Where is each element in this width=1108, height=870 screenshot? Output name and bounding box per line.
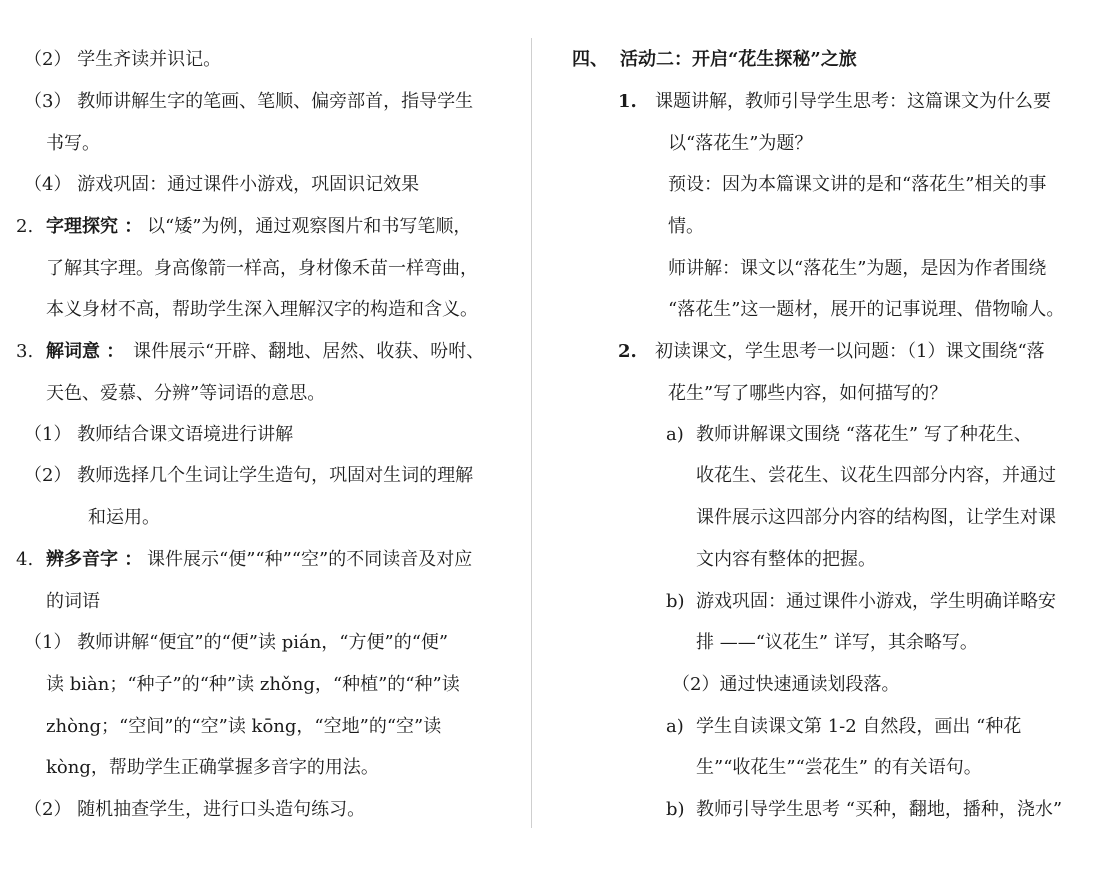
text-line: 书写。: [46, 133, 100, 154]
list-number: 4.: [16, 549, 34, 570]
text-line: 以“矮”为例，通过观察图片和书写笔顺，: [147, 216, 472, 237]
text-line: 花生”写了哪些内容，如何描写的？: [668, 383, 948, 404]
text-line: 了解其字理。身高像箭一样高，身材像禾苗一样弯曲，: [46, 258, 478, 279]
text-line: 读 biàn；“种子”的“种”读 zhǒng，“种植”的“种”读: [46, 674, 460, 695]
text-line: 游戏巩固：通过课件小游戏，学生明确详略安: [696, 591, 1056, 612]
text-line: 和运用。: [88, 507, 160, 528]
text-line: 天色、爱慕、分辨”等词语的意思。: [46, 383, 326, 404]
list-letter: b): [666, 591, 685, 612]
list-letter: b): [666, 799, 685, 820]
text-line: 课件展示“便”“种”“空”的不同读音及对应: [147, 549, 473, 570]
text-line: 教师讲解课文围绕 “落花生” 写了种花生、: [696, 424, 1032, 445]
text-line: 学生自读课文第 1-2 自然段，画出 “种花: [696, 716, 1022, 737]
text-line: （2）通过快速通读划段落。: [672, 674, 900, 695]
section-number: 四、: [572, 49, 608, 70]
text-line: （3） 教师讲解生字的笔画、笔顺、偏旁部首，指导学生: [24, 91, 474, 112]
list-letter: a): [666, 716, 684, 737]
text-line: （2） 随机抽查学生，进行口头造句练习。: [24, 799, 366, 820]
text-line: 课件展示“开辟、翻地、居然、收获、吩咐、: [133, 341, 485, 362]
section-heading: 解词意 ：: [46, 341, 125, 362]
text-line: kòng，帮助学生正确掌握多音字的用法。: [46, 757, 379, 778]
text-line: 以“落花生”为题？: [668, 133, 813, 154]
text-line: 文内容有整体的把握。: [696, 549, 876, 570]
text-line: （1） 教师结合课文语境进行讲解: [24, 424, 294, 445]
column-divider: [531, 38, 532, 828]
text-line: 教师引导学生思考 “买种，翻地，播种，浇水”: [696, 799, 1063, 820]
list-letter: a): [666, 424, 684, 445]
text-line: 初读课文，学生思考一以问题：（1）课文围绕“落: [655, 341, 1045, 362]
text-line: 排 ——“议花生” 详写，其余略写。: [696, 632, 978, 653]
text-line: 预设：因为本篇课文讲的是和“落花生”相关的事: [668, 174, 1047, 195]
text-line: （4） 游戏巩固：通过课件小游戏，巩固识记效果: [24, 174, 420, 195]
section-heading: 辨多音字 ：: [46, 549, 143, 570]
text-line: 情。: [668, 216, 704, 237]
text-line: “落花生”这一题材，展开的记事说理、借物喻人。: [668, 299, 1065, 320]
text-line: 本义身材不高，帮助学生深入理解汉字的构造和含义。: [46, 299, 478, 320]
text-line: zhòng；“空间”的“空”读 kōng，“空地”的“空”读: [46, 716, 442, 737]
list-number: 1.: [618, 91, 637, 112]
section-heading: 字理探究 ：: [46, 216, 143, 237]
text-line: 收花生、尝花生、议花生四部分内容，并通过: [696, 465, 1056, 486]
text-line: （2） 教师选择几个生词让学生造句，巩固对生词的理解: [24, 465, 474, 486]
text-line: 课题讲解，教师引导学生思考：这篇课文为什么要: [655, 91, 1051, 112]
list-number: 2.: [16, 216, 34, 237]
list-number: 2.: [618, 341, 637, 362]
text-line: （1） 教师讲解“便宜”的“便”读 pián，“方便”的“便”: [24, 632, 449, 653]
section-heading: 活动二：开启“花生探秘”之旅: [620, 49, 857, 70]
list-number: 3.: [16, 341, 34, 362]
text-line: 的词语: [46, 591, 100, 612]
text-line: 生”“收花生”“尝花生” 的有关语句。: [696, 757, 982, 778]
text-line: 课件展示这四部分内容的结构图，让学生对课: [696, 507, 1056, 528]
text-line: 师讲解：课文以“落花生”为题，是因为作者围绕: [668, 258, 1047, 279]
text-line: （2） 学生齐读并识记。: [24, 49, 222, 70]
